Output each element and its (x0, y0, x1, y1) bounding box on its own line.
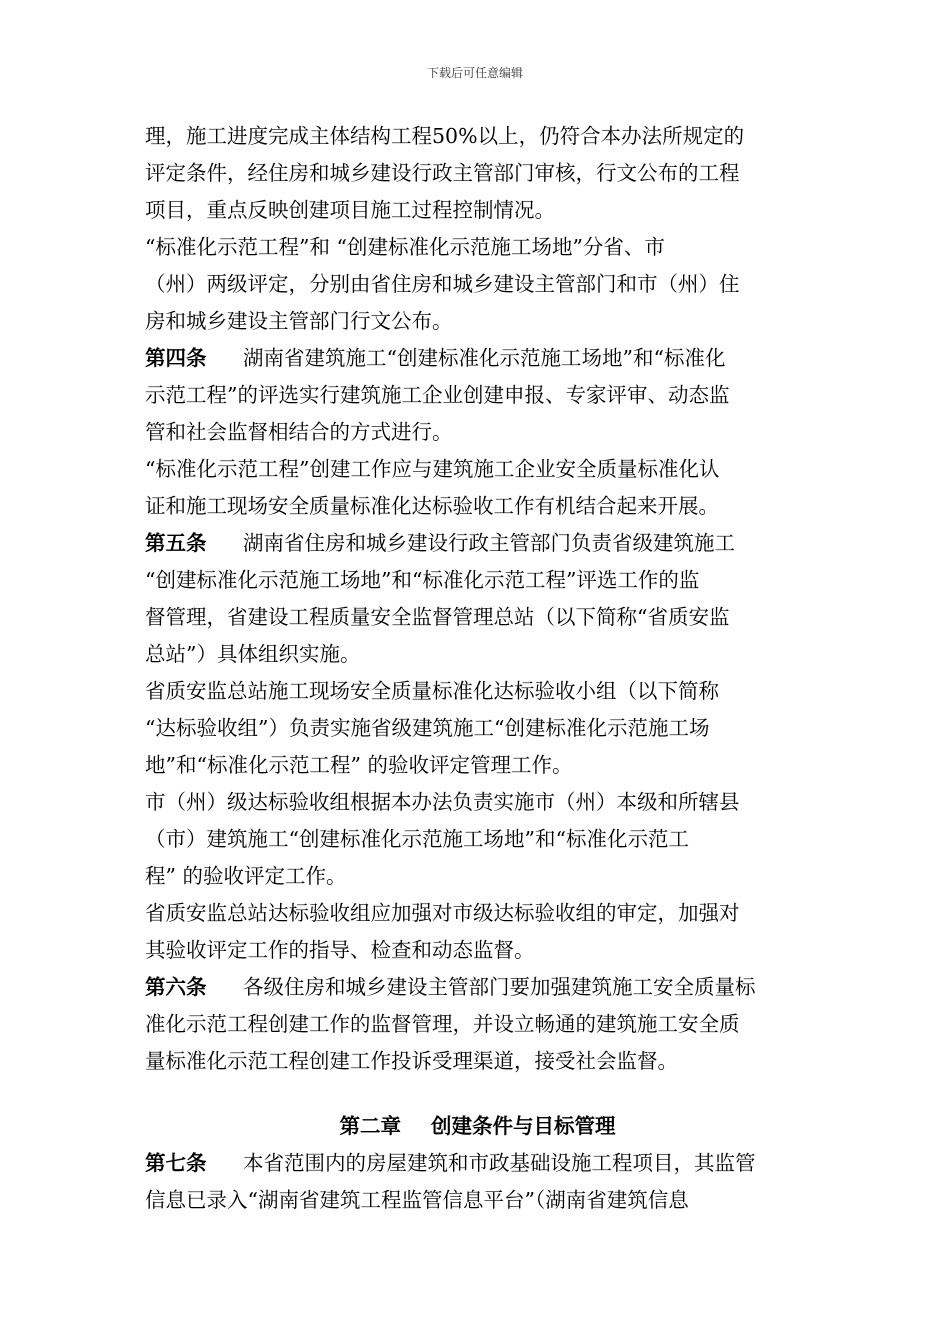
text-line: “创建标准化示范施工场地”和“标准化示范工程”评选工作的监 (145, 568, 700, 592)
text-line: “标准化示范工程”创建工作应与建筑施工企业安全质量标准化认 (145, 457, 720, 481)
chapter-title: 创建条件与目标管理 (431, 1114, 616, 1138)
text-line: “达标验收组”）负责实施省级建筑施工“创建标准化示范施工场 (145, 716, 710, 740)
text-line: 程” 的验收评定工作。 (145, 864, 347, 888)
text-line: 评定条件，经住房和城乡建设行政主管部门审核，行文公布的工程 (145, 161, 740, 185)
text-line: 省质安监总站达标验收组应加强对市级达标验收组的审定，加强对 (145, 901, 740, 925)
text-line: 信息已录入“湖南省建筑工程监管信息平台”（湖南省建筑信息 (145, 1188, 689, 1212)
text-line: “标准化示范工程”和 “创建标准化示范施工场地”分省、市 (145, 235, 665, 259)
text-line: 管和社会监督相结合的方式进行。 (145, 420, 453, 444)
text-line: 其验收评定工作的指导、检查和动态监督。 (145, 938, 535, 962)
text-line: 示范工程”的评选实行建筑施工企业创建申报、专家评审、动态监 (145, 383, 730, 407)
chapter-heading (145, 1108, 810, 1145)
article-text: 本省范围内的房屋建筑和市政基础设施工程项目，其监管 (243, 1151, 756, 1175)
text-line: 地”和“标准化示范工程” 的验收评定管理工作。 (145, 753, 573, 777)
text-line: 理，施工进度完成主体结构工程50%以上，仍符合本办法所规定的 (145, 124, 745, 148)
text-line: 市（州）级达标验收组根据本办法负责实施市（州）本级和所辖县 (145, 790, 740, 814)
article-7-heading-line (145, 1145, 810, 1182)
article-6-heading-line (145, 969, 810, 1006)
text-line: （州）两级评定，分别由省住房和城乡建设主管部门和市（州）住 (145, 272, 740, 296)
article-number: 第七条 (145, 1151, 207, 1175)
article-text: 各级住房和城乡建设主管部门要加强建筑施工安全质量标 (243, 975, 756, 999)
text-line: 量标准化示范工程创建工作投诉受理渠道，接受社会监督。 (145, 1049, 678, 1073)
text-line: （市）建筑施工“创建标准化示范施工场地”和“标准化示范工 (145, 827, 689, 851)
text-line: 房和城乡建设主管部门行文公布。 (145, 309, 453, 333)
chapter-number: 第二章 (339, 1114, 401, 1138)
article-5-heading-line (145, 525, 810, 562)
article-number: 第五条 (145, 531, 207, 555)
document-body (145, 118, 810, 1219)
article-number: 第六条 (145, 975, 207, 999)
text-line: 准化示范工程创建工作的监督管理，并设立畅通的建筑施工安全质 (145, 1012, 740, 1036)
article-text: 湖南省建筑施工“创建标准化示范施工场地”和“标准化 (243, 346, 726, 370)
article-number: 第四条 (145, 346, 207, 370)
text-line: 项目，重点反映创建项目施工过程控制情况。 (145, 198, 555, 222)
text-line: 督管理，省建设工程质量安全监督管理总站（以下简称“省质安监 (145, 605, 730, 629)
text-line: 证和施工现场安全质量标准化达标验收工作有机结合起来开展。 (145, 494, 719, 518)
article-4-heading-line (145, 340, 810, 377)
text-line: 省质安监总站施工现场安全质量标准化达标验收小组（以下简称 (145, 679, 719, 703)
article-text: 湖南省住房和城乡建设行政主管部门负责省级建筑施工 (243, 531, 735, 555)
page-header: 下载后可任意编辑 (426, 66, 523, 80)
text-line: 总站”）具体组织实施。 (145, 642, 361, 666)
